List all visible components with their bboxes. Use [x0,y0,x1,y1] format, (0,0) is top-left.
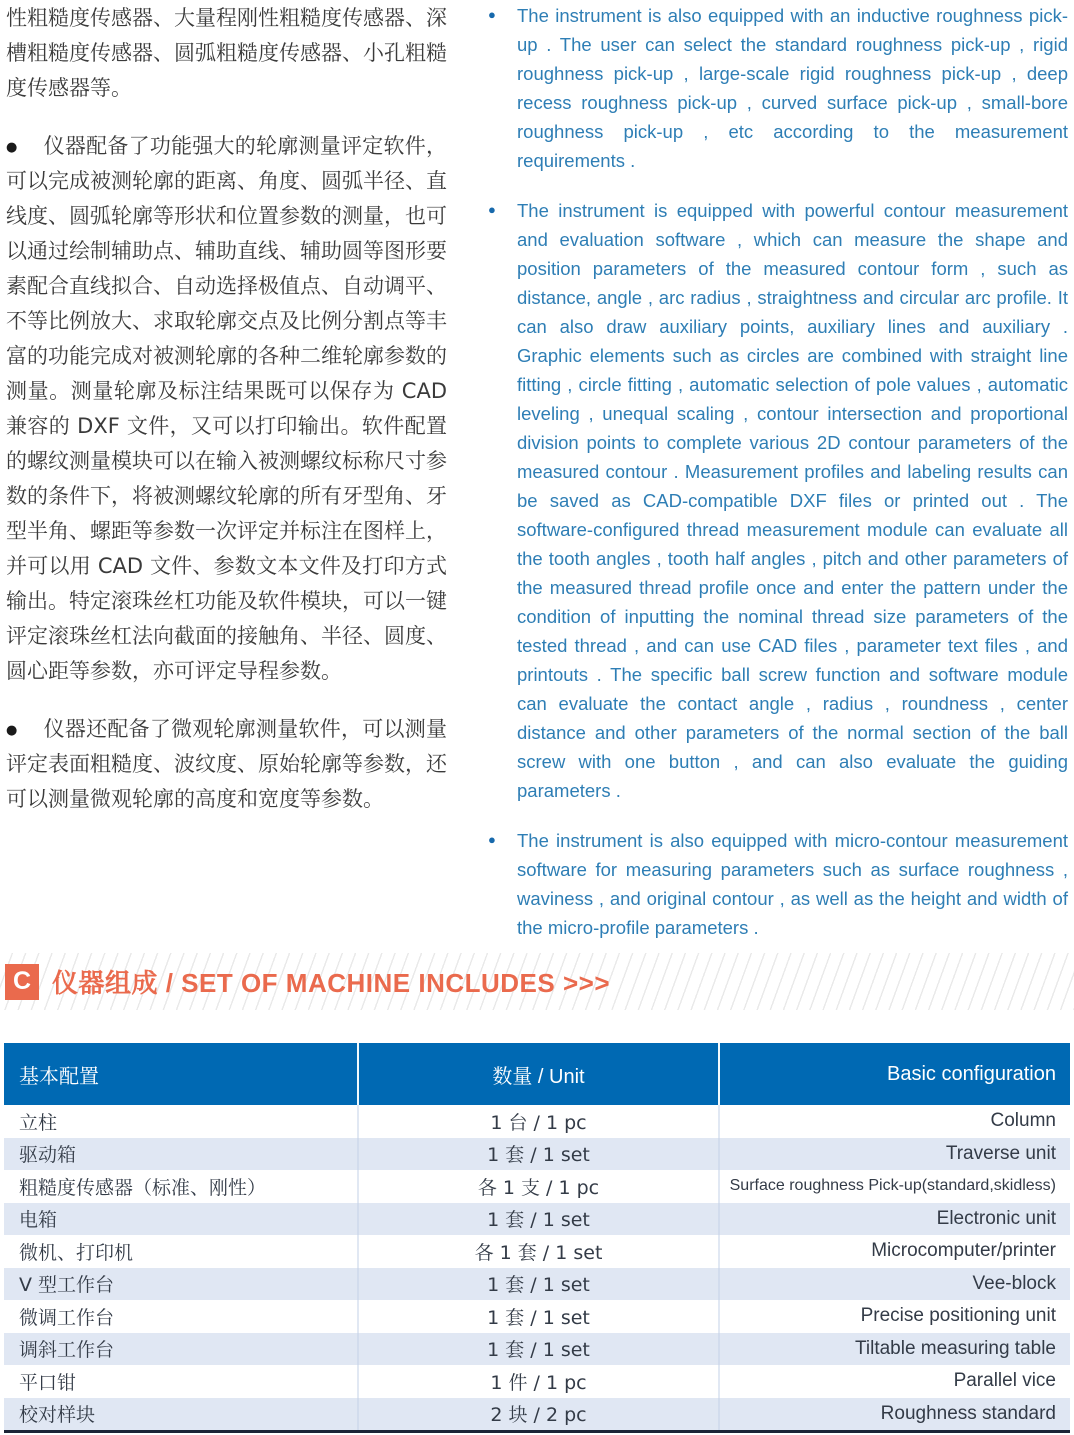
cell-en: Precise positioning unit [718,1300,1070,1333]
cell-en: Microcomputer/printer [718,1235,1070,1268]
paragraph-zh-contour-software [6,129,447,689]
cell-qty: 1 台 / 1 pc [357,1105,718,1138]
cell-en: Tiltable measuring table [718,1333,1070,1366]
cell-qty: 2 块 / 2 pc [357,1398,718,1431]
bullet-icon: ● [6,140,18,155]
cell-en: Traverse unit [718,1138,1070,1171]
cell-zh: 驱动箱 [19,1144,77,1167]
cell-qty: 1 套 / 1 set [357,1138,718,1171]
cell-en: Vee-block [718,1268,1070,1301]
bullet-icon: ● [488,7,496,22]
cell-zh: 粗糙度传感器（标准、刚性） [19,1176,267,1199]
cell-en: Electronic unit [718,1203,1070,1236]
cell-en: Parallel vice [718,1365,1070,1398]
table-row [4,1203,1070,1236]
cell-zh: 电箱 [19,1209,58,1232]
table-row [4,1138,1070,1171]
cell-zh: 平口钳 [19,1371,77,1394]
table-row [4,1365,1070,1398]
cell-qty: 1 件 / 1 pc [357,1365,718,1398]
components-table [4,1043,1070,1433]
paragraph-zh-continuation [6,1,447,106]
bullet-icon: ● [488,202,496,217]
cell-zh: 微调工作台 [19,1306,115,1329]
paragraph-en-micro-contour [488,826,1068,942]
paragraph-text: 仪器还配备了微观轮廓测量软件，可以测量评定表面粗糙度、波纹度、原始轮廓等参数，还可以测量微观轮廓的高度和宽度等参数。 [6,717,448,811]
cell-en: Surface roughness Pick-up(standard,skidless) [718,1170,1070,1203]
section-title: 仪器组成 / SET OF MACHINE INCLUDES >>> [52,968,611,998]
table-row [4,1333,1070,1366]
cell-zh: 校对样块 [19,1404,96,1427]
cell-qty: 各 1 套 / 1 set [357,1235,718,1268]
table-header-row [4,1043,1070,1105]
table-row [4,1398,1070,1431]
paragraph-text: 仪器配备了功能强大的轮廓测量评定软件，可以完成被测轮廓的距离、角度、圆弧半径、直线度、圆弧轮廓等形状和位置参数的测量，也可以通过绘制辅助点、辅助直线、辅助圆等图形要素配合直线拟合、自动选择极值点、自动调平、不等比例放大、求取轮廓交点及比例分割点等丰富的功能完成对被测轮廓的各种二维轮廓参数的测量。测量轮廓及标注结果既可以保存为 CAD 兼容的 DXF 文件，又可以打印输出。软件配置的螺纹测量模块可以在输入被测螺纹标称尺寸参数的条件下，将被测螺纹轮廓的所有牙型角、牙型半角、螺距等参数一次评定并标注在图样上，并可以用 CAD 文件、参数文本文件及打印方式输出。特定滚珠丝杠功能及软件模块，可以一键评定滚珠丝杠法向截面的接触角、半径、圆度、圆心距等参数，亦可评定导程参数。 [6,134,448,683]
table-row [4,1235,1070,1268]
table-row [4,1300,1070,1333]
paragraph-zh-micro-contour [6,712,447,817]
cell-qty: 1 套 / 1 set [357,1268,718,1301]
cell-zh: 立柱 [19,1111,58,1134]
cell-qty: 1 套 / 1 set [357,1203,718,1236]
content-columns [6,1,1068,963]
paragraph-text: 性粗糙度传感器、大量程刚性粗糙度传感器、深槽粗糙度传感器、圆弧粗糙度传感器、小孔粗糙度传感器等。 [6,6,447,100]
section-header [0,953,1074,1010]
right-column-english [488,1,1068,963]
paragraph-text: The instrument is equipped with powerful contour measurement and evaluation software , which can measure the shape and position parameters of the measured contour form , such as distance, angle , arc radius , straightness and circular arc profile. It can also draw auxiliary points, auxiliary lines and auxiliary . Graphic elements such as circles are combined with straight line fitting , circle fitting , automatic selection of pole values , automatic leveling , unequal scaling , contour intersection and proportional division points to complete various 2D contour parameters of the measured contour . Measurement profiles and labeling results can be saved as CAD-compatible DXF files or printed out . The software-configured thread measurement module can evaluate all the tooth angles , tooth half angles , pitch and other parameters of the measured thread profile once and enter the pattern under the condition of inputting the nominal thread size parameters of the tested thread , and can use CAD files , parameter text files , and printouts . The specific ball screw function and software module can evaluate the contact angle , radius , roundness , center distance and other parameters of the normal section of the ball screw with one button , and can also evaluate the guiding parameters . [517,200,1068,801]
paragraph-text: The instrument is also equipped with an inductive roughness pick-up . The user can select the standard roughness pick-up , rigid roughness pick-up , large-scale rigid roughness pick-up , deep recess roughness pick-up , curved surface pick-up , small-bore roughness pick-up , etc according to the measurement requirements . [517,5,1068,171]
bullet-icon: ● [6,723,18,738]
section-letter-badge: C [5,964,39,1000]
header-cell-qty: 数量 / Unit [357,1043,718,1105]
cell-zh: 微机、打印机 [19,1241,134,1264]
table-row [4,1268,1070,1301]
left-column-chinese [6,1,447,963]
cell-zh: V 型工作台 [19,1274,115,1297]
cell-zh: 调斜工作台 [19,1339,115,1362]
paragraph-en-roughness-pickup [488,1,1068,175]
header-cell-en: Basic configuration [718,1043,1070,1105]
header-cell-zh: 基本配置 [19,1065,99,1088]
paragraph-en-contour-software [488,196,1068,805]
table-row [4,1105,1070,1138]
table-row [4,1170,1070,1203]
cell-qty: 各 1 支 / 1 pc [357,1170,718,1203]
cell-en: Column [718,1105,1070,1138]
bullet-icon: ● [488,832,496,847]
cell-en: Roughness standard [718,1398,1070,1431]
table-body [4,1105,1070,1430]
paragraph-text: The instrument is also equipped with micro-contour measurement software for measuring parameters such as surface roughness , waviness , and original contour , as well as the height and width of the micro-profile parameters . [517,830,1068,938]
cell-qty: 1 套 / 1 set [357,1300,718,1333]
cell-qty: 1 套 / 1 set [357,1333,718,1366]
